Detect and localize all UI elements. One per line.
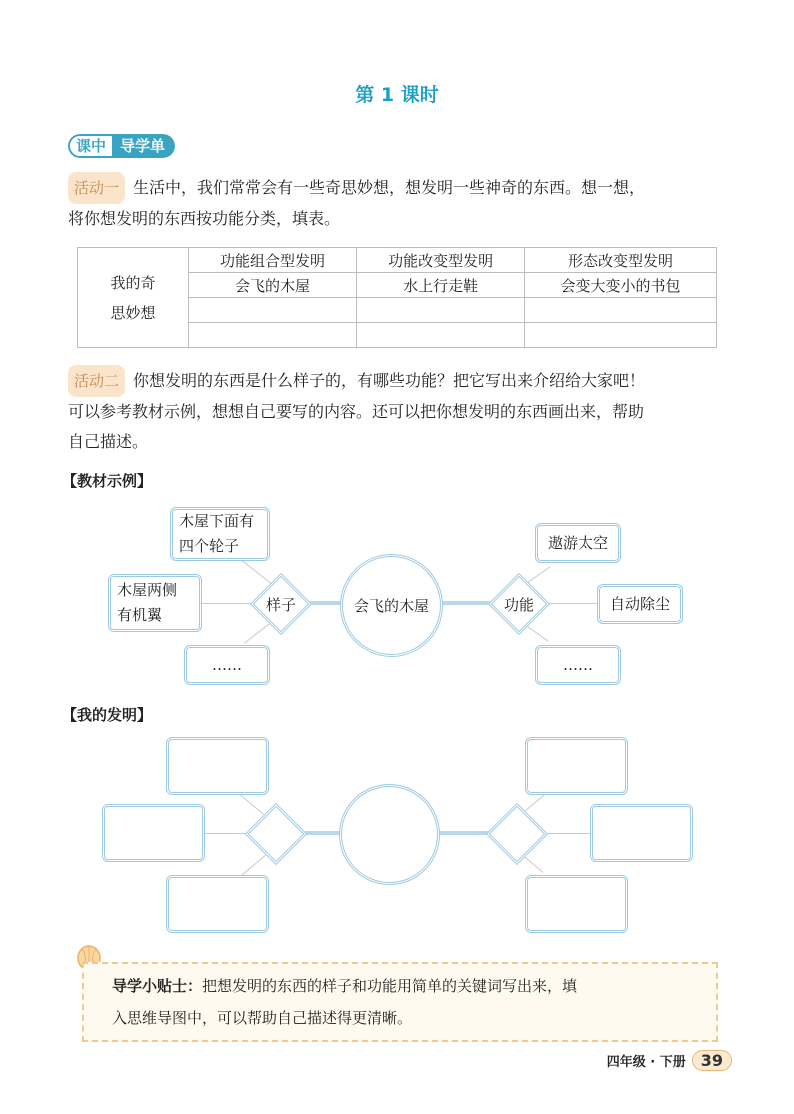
blank-node-left-bottom[interactable] xyxy=(166,875,269,933)
activity2-label: 活动二 xyxy=(68,365,125,397)
example-node-right-top xyxy=(535,523,621,563)
invention-table xyxy=(77,247,717,348)
table-cell[interactable] xyxy=(357,298,525,323)
table-col-header: 功能改变型发明 xyxy=(357,248,525,273)
table-cell[interactable]: 会变大变小的书包 xyxy=(525,273,717,298)
table-cell[interactable] xyxy=(525,298,717,323)
node-text: …… xyxy=(212,655,242,674)
example-node-right-mid xyxy=(597,584,683,624)
example-node-left-top xyxy=(170,507,270,561)
blank-node-left-top[interactable] xyxy=(166,737,269,795)
activity1-label: 活动一 xyxy=(68,172,125,204)
blank-hub-right[interactable] xyxy=(486,803,548,865)
grade-label: 四年级 · 下册 xyxy=(606,1055,686,1070)
node-text: 遨游太空 xyxy=(547,533,608,552)
example-hub-left-label: 样子 xyxy=(265,596,296,614)
activity1-line1: 生活中，我们常常会有一些奇思妙想，想发明一些神奇的东西。想一想， xyxy=(133,178,646,197)
activity2-text xyxy=(68,365,738,457)
blank-node-right-top[interactable] xyxy=(525,737,628,795)
activity1-text xyxy=(68,172,738,234)
node-text: 有机翼 xyxy=(117,606,163,624)
blank-center[interactable] xyxy=(339,784,440,885)
row-header-line2: 思妙想 xyxy=(110,303,156,322)
table-col-header: 功能组合型发明 xyxy=(189,248,357,273)
tip-box xyxy=(82,962,718,1042)
table-cell[interactable] xyxy=(189,298,357,323)
example-node-right-bottom xyxy=(535,645,621,685)
blank-node-right-mid[interactable] xyxy=(590,804,693,862)
example-hub-right-label: 功能 xyxy=(503,596,534,614)
lesson-title: 第 1 课时 xyxy=(355,84,439,106)
example-node-left-bottom xyxy=(184,645,270,685)
example-center xyxy=(340,554,443,657)
badge-left: 课中 xyxy=(68,134,114,158)
activity2-line1: 你想发明的东西是什么样子的，有哪些功能？把它写出来介绍给大家吧！ xyxy=(133,371,646,390)
table-cell[interactable] xyxy=(525,323,717,348)
blank-node-right-bottom[interactable] xyxy=(525,875,628,933)
section-badge xyxy=(68,134,175,158)
table-cell[interactable] xyxy=(189,323,357,348)
tip-title: 导学小贴士： xyxy=(112,977,203,995)
example-node-left-mid xyxy=(108,574,202,632)
blank-hub-left[interactable] xyxy=(245,803,307,865)
page-footer xyxy=(607,1050,732,1071)
tip-line2: 入思维导图中，可以帮助自己描述得更清晰。 xyxy=(112,1009,413,1027)
node-text: …… xyxy=(563,655,593,674)
row-header-line1: 我的奇 xyxy=(110,273,156,292)
node-text: 木屋两侧 xyxy=(117,581,178,599)
node-text: 四个轮子 xyxy=(179,537,240,555)
blank-node-left-mid[interactable] xyxy=(102,804,205,862)
node-text: 木屋下面有 xyxy=(179,512,255,530)
badge-right: 导学单 xyxy=(114,134,175,158)
example-label: 【教材示例】 xyxy=(62,472,153,490)
table-cell[interactable] xyxy=(357,323,525,348)
node-text: 自动除尘 xyxy=(609,594,670,613)
table-cell[interactable]: 水上行走鞋 xyxy=(357,273,525,298)
activity2-line2: 可以参考教材示例，想想自己要写的内容。还可以把你想发明的东西画出来，帮助 xyxy=(68,402,645,421)
table-row-header xyxy=(78,248,189,348)
mine-label: 【我的发明】 xyxy=(62,706,153,724)
center-text: 会飞的木屋 xyxy=(353,597,429,615)
table-col-header: 形态改变型发明 xyxy=(525,248,717,273)
tip-line1: 把想发明的东西的样子和功能用简单的关键词写出来，填 xyxy=(202,977,578,995)
table-cell[interactable]: 会飞的木屋 xyxy=(189,273,357,298)
activity2-line3: 自己描述。 xyxy=(68,432,149,451)
page-number: 39 xyxy=(692,1050,732,1071)
activity1-line2: 将你想发明的东西按功能分类，填表。 xyxy=(68,209,341,228)
